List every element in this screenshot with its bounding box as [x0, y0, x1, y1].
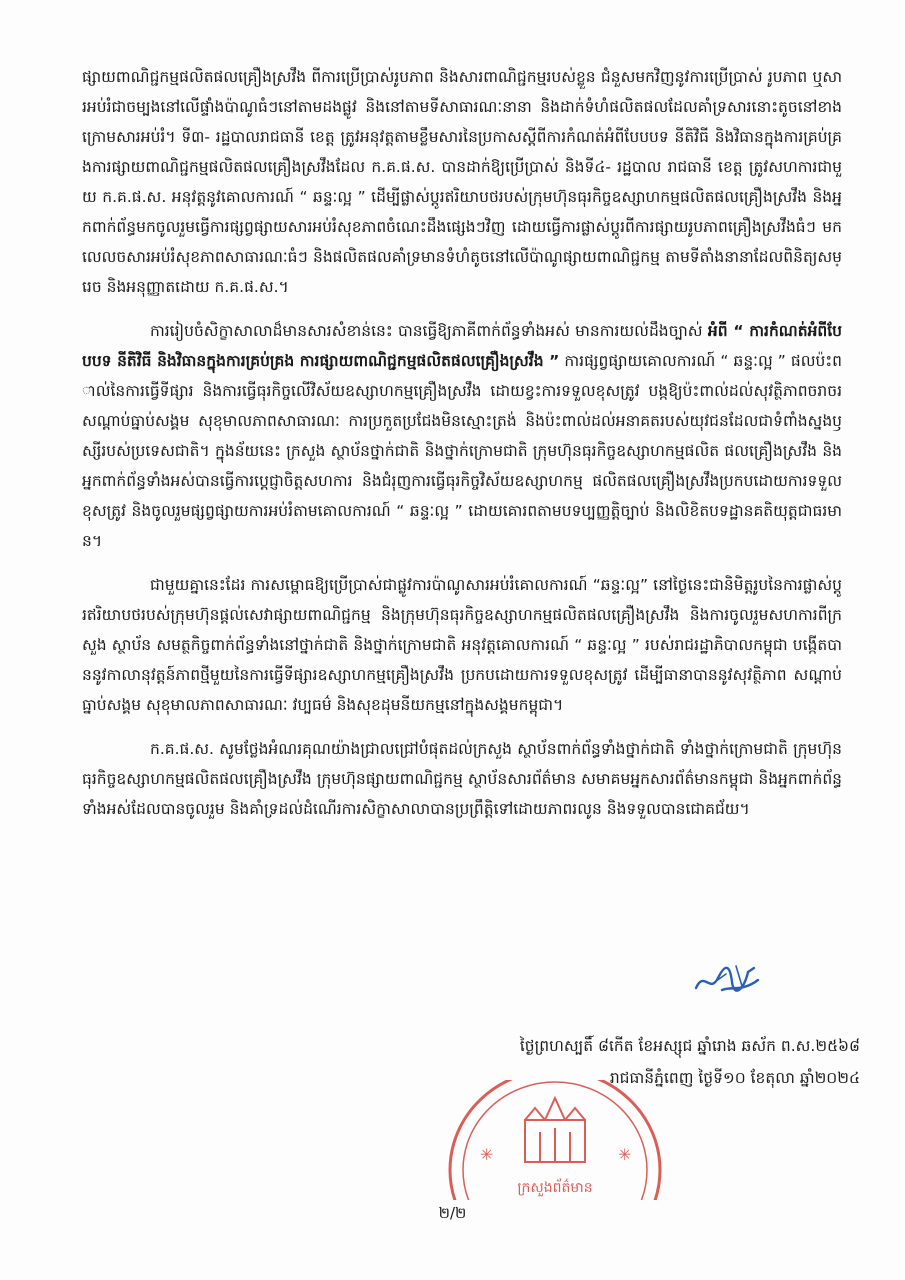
seal-text: ក្រសួងព័ត៌មាន — [517, 1180, 593, 1196]
paragraph-2-rest: ការផ្សព្វផ្សាយគោលការណ៍ “ ឆន្ទៈល្អ ” ផលប៉ះពាល់នៃការធ្វើទីផ្សារ និងការធ្វើធុរកិច្ចលើវិស័យឧស្សាហកម្មគ្រឿងស្រវឹង ដោយខ្វះការទទួលខុសត្រូវ បង្កឱ្យប៉ះពាល់ដល់សុវត្ថិភាពចរាចរ សណ្តាប់ធ្នាប់សង្គម សុខុមាលភាពសាធារណៈ ការប្រកួតប្រជែងមិនស្មោះត្រង់ និងប៉ះពាល់ដល់អនាគតរបស់យុវជនដែលជាទំពាំងស្នងឫស្សីរបស់ប្រទេសជាតិ។ ក្នុងន័យនេះ ក្រសួង ស្ថាប័នថ្នាក់ជាតិ និងថ្នាក់ក្រោមជាតិ ក្រុមហ៊ុនធុរកិច្ចឧស្សាហកម្មផលិត ផលគ្រឿងស្រវឹង និងអ្នកពាក់ព័ន្ធទាំងអស់បានធ្វើការប្តេជ្ញាចិត្តសហការ និងជំរុញការធ្វើធុរកិច្ចវិស័យឧស្សាហកម្ម ផលិតផលគ្រឿងស្រវឹងប្រកបដោយការទទួលខុសត្រូវ និងចូលរួមផ្សព្វផ្សាយការអប់រំតាមគោលការណ៍ “ ឆន្ទៈល្អ ” ដោយគោរពតាមបទប្បញ្ញត្តិច្បាប់ និងលិខិតបទដ្ឋានគតិយុត្តជាធរមាន។ — [82, 352, 842, 550]
svg-text:✳: ✳ — [618, 1145, 632, 1164]
official-seal-icon — [440, 1080, 670, 1200]
paragraph-2 — [82, 316, 842, 556]
document-body — [82, 62, 842, 838]
paragraph-4: ក.គ.ផ.ស. សូមថ្លែងអំណរគុណយ៉ាងជ្រាលជ្រៅបំផុតដល់ក្រសួង ស្ថាប័នពាក់ព័ន្ធទាំងថ្នាក់ជាតិ ទាំងថ្នាក់ក្រោមជាតិ ក្រុមហ៊ុនធុរកិច្ចឧស្សាហកម្មផលិតផលគ្រឿងស្រវឹង ក្រុមហ៊ុនផ្សាយពាណិជ្ជកម្ម ស្ថាប័នសារព័ត៌មាន សមាគមអ្នកសារព័ត៌មានកម្ពុជា និងអ្នកពាក់ព័ន្ធទាំងអស់ដែលបានចូលរួម និងគាំទ្រដល់ដំណើរការសិក្ខាសាលាបានប្រព្រឹត្តិទៅដោយភាពរលូន និងទទួលបានជោគជ័យ។ — [82, 740, 842, 818]
paragraph-2-intro: ការរៀបចំសិក្ខាសាលាដ៏មានសារសំខាន់នេះ បានធ្វើឱ្យភាគីពាក់ព័ន្ធទាំងអស់ មានការយល់ដឹងច្បាស់ — [150, 322, 703, 340]
solar-date: រាជធានីភ្នំពេញ ថ្ងៃទី១០ ខែតុលា ឆ្នាំ២០២៤ — [609, 1069, 860, 1087]
signature-icon — [692, 960, 762, 1000]
lunar-date: ថ្ងៃព្រហស្បតិ៍ ៨កើត ខែអស្សុជ ឆ្នាំរោង ឆស័ក ព.ស.២៥៦៨ — [519, 1037, 860, 1055]
paragraph-3: ជាមួយគ្នានេះដែរ ការសម្ពោធឱ្យប្រើប្រាស់ជាផ្លូវការប៉ាណូសារអប់រំគោលការណ៍ “ឆន្ទៈល្អ” នៅថ្ងៃនេះជានិមិត្តរូបនៃការផ្លាស់ប្តូរឥរិយាបថរបស់ក្រុមហ៊ុនផ្តល់សេវាផ្សាយពាណិជ្ជកម្ម និងក្រុមហ៊ុនធុរកិច្ចឧស្សាហកម្មផលិតផលគ្រឿងស្រវឹង និងការចូលរួមសហការពីក្រសួង ស្ថាប័ន សមត្ថកិច្ចពាក់ព័ន្ធទាំងនៅថ្នាក់ជាតិ និងថ្នាក់ក្រោមជាតិ អនុវត្តគោលការណ៍ “ ឆន្ទៈល្អ ” របស់រាជរដ្ឋាភិបាលកម្ពុជា បង្កើតបាននូវកាលានុវត្តន៍ភាពថ្មីមួយនៃការធ្វើទីផ្សារឧស្សាហកម្មគ្រឿងស្រវឹង ប្រកបដោយការទទួលខុសត្រូវ ដើម្បីធានាបាននូវសុវត្ថិភាព សណ្តាប់ធ្នាប់សង្គម សុខុមាលភាពសាធារណៈ វប្បធម៌ និងសុខដុមនីយកម្មនៅក្នុងសង្គមកម្ពុជា។ — [82, 576, 842, 714]
paragraph-1: ផ្សាយពាណិជ្ជកម្មផលិតផលគ្រឿងស្រវឹង ពីការប្រើប្រាស់រូបភាព និងសារពាណិជ្ជកម្មរបស់ខ្លួន ជំនួសមកវិញនូវការប្រើប្រាស់ រូបភាព ឬសារអប់រំជាចម្បងនៅលើផ្ទាំងប៉ាណូធំៗនៅតាមដងផ្លូវ និងនៅតាមទីសាធារណៈនានា និងដាក់ទំហំផលិតផលដែលគាំទ្រសារនោះតូចនៅខាងក្រោមសារអប់រំ។ ទី៣- រដ្ឋបាលរាជធានី ខេត្ត ត្រូវអនុវត្តតាមខ្លឹមសារនៃប្រកាសស្តីពីការកំណត់អំពីបែបបទ នីតិវិធី និងវិធានក្នុងការគ្រប់គ្រងការផ្សាយពាណិជ្ជកម្មផលិតផលគ្រឿងស្រវឹងដែល ក.គ.ផ.ស. បានដាក់ឱ្យប្រើប្រាស់ និងទី៤- រដ្ឋបាល រាជធានី ខេត្ត ត្រូវសហការជាមួយ ក.គ.ផ.ស. អនុវត្តនូវគោលការណ៍ “ ឆន្ទៈល្អ ” ដើម្បីផ្លាស់ប្តូរឥរិយាបថរបស់ក្រុមហ៊ុនធុរកិច្ចឧស្សាហកម្មផលិតផលគ្រឿងស្រវឹង និងអ្នកពាក់ព័ន្ធមកចូលរួមធ្វើការផ្សព្វផ្សាយសារអប់រំសុខភាពចំណេះដឹងផ្សេងៗវិញ ដោយធ្វើការផ្លាស់ប្តូរពីការផ្សាយរូបភាពគ្រឿងស្រវឹងធំៗ មកលេលចសារអប់រំសុខភាពសាធារណៈធំៗ និងផលិតផលគាំទ្រមានទំហំតូចនៅលើប៉ាណូផ្សាយពាណិជ្ជកម្ម តាមទីតាំងនានាដែលពិនិត្យសម្រេច និងអនុញ្ញាតដោយ ក.គ.ផ.ស.។ — [82, 68, 842, 296]
svg-text:✳: ✳ — [480, 1145, 494, 1164]
page-number: ២/២ — [438, 1204, 467, 1222]
paragraph-2-bold: អំពី “ ការកំណត់អំពីបែបបទ នីតិវិធី និងវិធានក្នុងការគ្រប់គ្រង ការផ្សាយពាណិជ្ជកម្មផលិតផលគ្រឿងស្រវឹង ” — [82, 322, 843, 370]
